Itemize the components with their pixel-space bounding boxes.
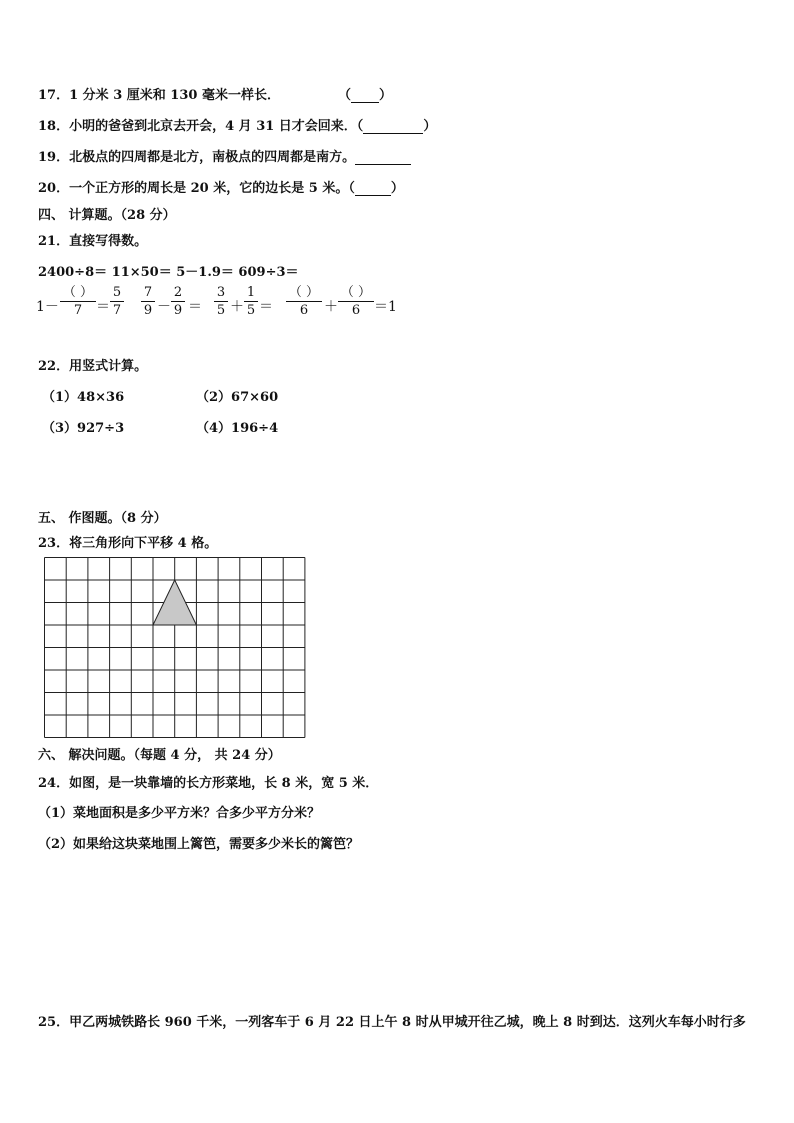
question-24-title: 24．如图，是一块靠墙的长方形菜地，长 8 米，宽 5 米． — [38, 776, 379, 791]
op-minus: － — [157, 299, 171, 315]
answer-paren-left: （ — [337, 88, 351, 103]
op-equals: ＝ — [96, 299, 110, 315]
question-21-row1: 2400÷8＝ 11×50＝ 5－1.9＝ 609÷3＝ — [38, 265, 299, 280]
op-equals: ＝ — [188, 299, 202, 315]
op-one-minus: 1－ — [36, 299, 59, 315]
fraction-numerator-blank[interactable]: （ ） — [62, 285, 94, 300]
section-4-title: 四、 计算题。（28 分） — [38, 208, 176, 223]
fraction-7 — [286, 285, 322, 318]
question-23-title: 23．将三角形向下平移 4 格。 — [38, 536, 218, 551]
fraction-numerator: 3 — [216, 285, 226, 300]
question-21-title: 21．直接写得数。 — [38, 234, 148, 249]
answer-paren-right: ） — [378, 88, 392, 103]
fraction-4 — [171, 285, 185, 318]
fraction-denominator: 6 — [351, 303, 361, 318]
question-17 — [38, 84, 392, 103]
question-19 — [38, 146, 411, 165]
question-25-text: 25．甲乙两城铁路长 960 千米，一列客车于 6 月 22 日上午 8 时从甲城开往乙城，晚上 8 时到达．这列火车每小时行多 — [38, 1015, 746, 1030]
op-plus: ＋ — [230, 299, 244, 315]
answer-blank[interactable] — [351, 88, 379, 103]
question-17-text: 17．1 分米 3 厘米和 130 毫米一样长． — [38, 88, 280, 103]
fraction-5 — [214, 285, 228, 318]
question-20 — [38, 177, 404, 196]
fraction-3 — [141, 285, 155, 318]
fraction-denominator: 5 — [246, 303, 256, 318]
calc-item-1: （1）48×36 — [42, 390, 125, 405]
fraction-numerator-blank[interactable]: （ ） — [288, 285, 320, 300]
question-22-title: 22．用竖式计算。 — [38, 359, 148, 374]
question-18-text: 18．小明的爸爸到北京去开会，4 月 31 日才会回来．（ — [38, 119, 364, 134]
fraction-numerator: 7 — [143, 285, 153, 300]
section-6-title: 六、 解决问题。（每题 4 分， 共 24 分） — [38, 748, 281, 763]
question-24-part1: （1）菜地面积是多少平方米？合多少平方分米？ — [38, 806, 321, 821]
answer-blank[interactable] — [355, 181, 391, 196]
question-20-text: 20．一个正方形的周长是 20 米，它的边长是 5 米。（ — [38, 181, 355, 196]
op-equals: ＝ — [259, 299, 273, 315]
fraction-numerator: 2 — [173, 285, 183, 300]
question-18 — [38, 115, 436, 134]
op-plus: ＋ — [324, 299, 338, 315]
fraction-denominator: 7 — [73, 303, 83, 318]
fraction-numerator-blank[interactable]: （ ） — [340, 285, 372, 300]
fraction-1 — [60, 285, 96, 318]
answer-blank[interactable] — [355, 150, 411, 165]
question-19-text: 19．北极点的四周都是北方，南极点的四周都是南方。 — [38, 150, 356, 165]
fraction-denominator: 5 — [216, 303, 226, 318]
answer-paren-right: ） — [390, 181, 404, 196]
fraction-denominator: 7 — [112, 303, 122, 318]
calc-item-4: （4）196÷4 — [196, 421, 279, 436]
translation-grid[interactable] — [44, 557, 306, 739]
op-equals-one: ＝1 — [374, 299, 397, 315]
fraction-6 — [244, 285, 258, 318]
answer-paren-right: ） — [423, 119, 437, 134]
question-24-part2: （2）如果给这块菜地围上篱笆，需要多少米长的篱笆？ — [38, 837, 360, 852]
fraction-denominator: 9 — [143, 303, 153, 318]
answer-blank[interactable] — [363, 119, 423, 134]
fraction-numerator: 1 — [246, 285, 256, 300]
fraction-denominator: 9 — [173, 303, 183, 318]
fraction-2 — [110, 285, 124, 318]
fraction-numerator: 5 — [112, 285, 122, 300]
calc-item-2: （2）67×60 — [196, 390, 279, 405]
calc-item-3: （3）927÷3 — [42, 421, 125, 436]
fraction-8 — [338, 285, 374, 318]
fraction-denominator: 6 — [299, 303, 309, 318]
section-5-title: 五、 作图题。（8 分） — [38, 511, 167, 526]
